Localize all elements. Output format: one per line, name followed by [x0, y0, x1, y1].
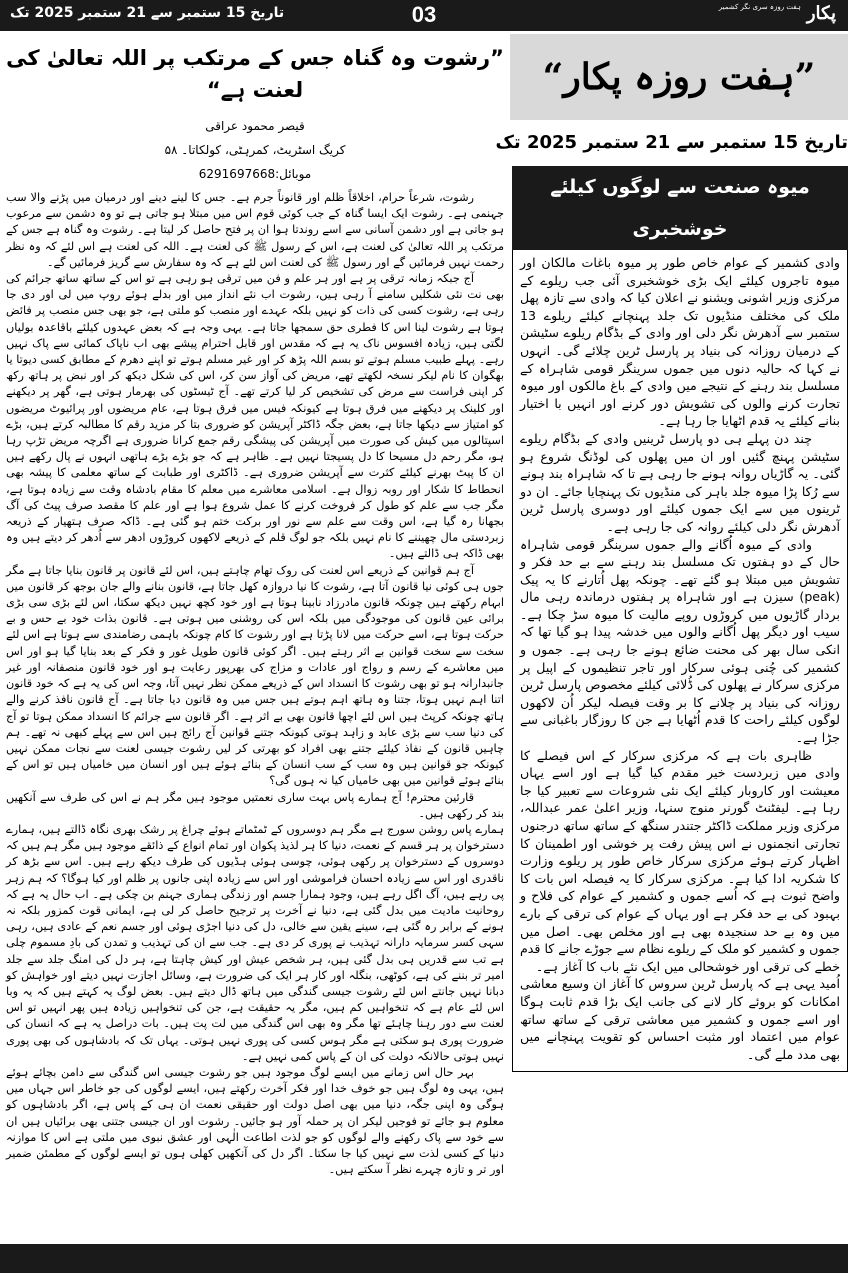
- article-paragraph: آج ہم قوانین کے ذریعے اس لعنت کی روک تھام چاہتے ہیں، اس لئے قانون پر قانون بنایا جاتا ہے مگر جوں ہی کوئی نیا قانون آتا ہے، رشوت کا نیا دروازہ کھل جاتا ہے، قانون بنانے والے جان بوجھ کر قانون میں ابہام رکھتے ہیں چونکہ قانون مادرزاد نابینا ہوتا ہے اور خود کچھ نہیں دیکھ سکتا، اس لئے بڑی سی بڑی برائی عین قانون کی موجودگی میں بلکہ اس کی روشنی میں ہوتی ہے۔ قانون بذات خود بے حس و بے حرکت ہوتا ہے، اسے حرکت میں لانا پڑتا ہے اور رشوت کا کام چونکہ باہمی رضامندی سے ہوتا ہے اس لئے سخت سے سخت قوانین بے اثر رہتے ہیں۔ اگر کوئی قانون طویل غور و فکر کے بعد بنایا گیا ہو اور اس میں معاشرے کے رسم و رواج اور عادات و مزاج کی بھرپور رعایت ہو اور خود قانون منصفانہ اور غیر جانبدارانہ ہو تو بھی رشوت کا انسداد اس کے ذریعے ممکن نظر نہیں آتا، وجہ اس کی یہ ہے کہ خود قانون اتنا اہم نہیں ہوتا، جتنا وہ ہاتھ اہم ہوتے ہیں جس میں وہ قانون دیا جاتا ہے۔ آج قانون نافذ کرنے والے ہاتھ چونکہ کرپٹ ہیں اس لئے اچھا قانون بھی بے اثر ہے۔ اگر قانون سے جرائم کا انسداد ممکن ہوتا تو آج کی دنیا سب سے بڑی عابد و زاہد ہوتی کیونکہ جتنے قوانین آج رائج ہیں اس سے پہلے کبھی نہ تھے۔ ہم چاہیں قانون کے نفاذ کیلئے جتنے بھی افراد کو بھرتی کر لیں رشوت جیسی لعنت سے نجات ممکن نہیں کیونکہ جو قوانین ہیں وہ سب کے سب انسان کے بنائے ہوئے ہیں اور انسان میں خامیاں ہیں تو اس کے بنائے ہوئے قوانین میں بھی خامیاں کیا نہ ہوں گی؟: [6, 563, 504, 788]
- article-paragraph: قارئین محترم! آج ہمارے پاس بہت ساری نعمتیں موجود ہیں مگر ہم نے اس کی طرف سے آنکھیں بند کر رکھی ہیں۔: [6, 790, 504, 820]
- sidebar-column: [495, 34, 848, 1244]
- logo-subtitle: ہفت روزہ سری نگر کشمیر: [718, 3, 801, 11]
- news-paragraph: اُمید یہی ہے کہ پارسل ٹرین سروس کا آغاز ان وسیع معاشی امکانات کو بروئے کار لانے کی جانب ایک بڑا قدم ثابت ہوگا اور اسے جموں و کشمیر میں معاشی ترقی کے ساتھ ساتھ عوام میں اعتماد اور مثبت احساس کو تقویت پہنچانے میں بھی مدد ملے گی۔: [520, 976, 840, 1062]
- page-footer-bar: [0, 1244, 848, 1273]
- main-article: [6, 34, 504, 1244]
- newspaper-logo: [719, 3, 836, 24]
- masthead: ”ہفت روزہ پکار“: [510, 34, 848, 120]
- header-date: تاریخ 15 ستمبر سے 21 ستمبر 2025 تک: [10, 5, 285, 21]
- news-paragraph: ظاہری بات ہے کہ مرکزی سرکار کے اس فیصلے کا وادی میں زبردست خیر مقدم کیا گیا ہے اور اسے یہاں معیشت اور کاروبار کیلئے ایک نئی شروعات سے تعبیر کیا جا رہا ہے۔ لیفٹنٹ گورنر منوج سنہا، وزیر اعلیٰ عمر عبداللہ، مرکزی وزیر مملکت ڈاکٹر جتندر سنگھ کے ساتھ ساتھ درجنوں تجارتی انجمنوں نے اس پیش رفت پر خوشی اور اطمینان کا اظہار کرتے ہوئے مرکزی سرکار خاص طور پر ریلوے وزارت کا شکریہ ادا کیا ہے۔ مرکزی سرکار کا یہ فیصلہ اس بات کا واضح ثبوت ہے کہ اُسے جموں و کشمیر کے عوام کی فلاح و بہبود کی بے حد فکر ہے اور یہاں کے عوام کی ترقی کے بارے میں وہ بے حد سنجیدہ بھی ہے اور مخلص بھی۔ اصل میں جموں و کشمیر کو ملک کے ریلوے نظام سے جوڑے جانے کا قدم خطے کی ترقی اور خوشحالی میں ایک نئے باب کا آغاز ہے۔: [520, 747, 840, 974]
- article-paragraph: رشوت، شرعاً حرام، اخلاقاً ظلم اور قانوناً جرم ہے۔ جس کا لینے دینے اور درمیان میں پڑنے والا سب جہنمی ہے۔ رشوت ایک ایسا گناہ کے جب کوئی قوم اس میں مبتلا ہو جاتی ہے تو وہ دشمن سے مرعوب ہو جاتی ہے اور دشمن آسانی سے اسے روندتا ہوا ان پر فتح حاصل کر لیتا ہے۔ رشوت وہ گناہ ہے جس کے مرتکب پر اللہ تعالیٰ کی لعنت ہے، اس کے رسول ﷺ کی لعنت ہے۔ اللہ کی لعنت ہے اس لئے کہ وہ نظر رحمت نہیں فرمائیں گے اور رسول ﷺ کی لعنت اس لئے ہے کہ وہ سفارش سے گریز فرمائیں گے۔: [6, 191, 504, 269]
- author-address: کریگ اسٹریٹ، کمرہٹی، کولکاتا۔ ۵۸: [164, 143, 346, 157]
- article-paragraph: ہمارے پاس روشن سورج ہے مگر ہم دوسروں کے ٹمٹماتے ہوئے چراغ پر رشک بھری نگاہ ڈالتے ہیں، ہمارے دسترخوان پر ہر قسم کے نعمت، دنیا کا ہر لذیذ پکوان اور تمام انواع کے ذائقے موجود ہیں مگر ہم ہیں کہ دوسروں کے دسترخوان پر رکھی ہوئی، چوسی ہوئی ہڈیوں کی طرف دیکھ رہے ہیں۔ اس سے بڑھ کر ناقدری اور اس سے زیادہ احسان فراموشی اور اس سے زیادہ اپنی جانوں پر ظلم اور کیا ہوگا؟ کہ ہم زہر پی رہے ہیں، آگ اگل رہے ہیں، وجود ہمارا جسم اور زندگی ہماری جہنم بن چکی ہے۔ اب حال یہ ہے کہ روحانیت مادیت میں بدل گئی ہے، دنیا نے آخرت پر ترجیح حاصل کر لی ہے، ایمانی قوت کمزور بلکہ نہ ہونے کے برابر رہ گئی ہے، سینے یقین سے خالی، دل کی دنیا اجڑی ہوئی اور جسم نعم کے عادی ہیں، رہی سہی کسر سرمایہ دارانہ تہذیب نے پوری کر دی ہے۔ جب سے ان کی تہذیب و تمدن کی بادِ مسموم چلی ہے تب سے قدریں ہی بدل گئی ہیں، ہر شخص عیش اور کیش چاہتا ہے، ہر دل کی امنگ جلد سے جلد امیر تر بننے کی ہے، کوٹھی، بنگلہ اور کار ہر ایک کی ضرورت ہے، وسائل اجازت نہیں دیتے اور خواہش کو دبانا نہیں جانتے اس لئے رشوت جیسی گندگی میں ہاتھ ڈال دیتے ہیں۔ بعض لوگ یہ کہتے ہیں کہ یہ وبا اس لئے عام ہے کہ تنخواہیں کم ہیں، مگر یہ حقیقت ہے، جن کی تنخواہیں زیادہ ہیں پھر انہیں تو اس لعنت سے دور رہنا چاہئے تھا مگر وہ بھی اس گندگی میں لت پت ہیں۔ بات دراصل یہ ہے کہ انسان کی ضرورت پوری ہو سکتی ہے مگر ہوس کسی کی پوری نہیں ہوتی۔ یہاں تک کہ بادشاہوں کی بھی پوری نہیں ہوتی حالانکہ دولت کی ان کے پاس کمی نہیں ہے۔: [6, 822, 504, 1063]
- article-byline: [6, 114, 504, 186]
- news-paragraph: وادی کشمیر کے عوام خاص طور پر میوہ باغات مالکان اور میوہ تاجروں کیلئے ایک بڑی خوشخبری آئی جب ریلوے کے مرکزی وزیر اشونی ویشنو نے اعلان کیا کہ وادی سے تازہ پھل ملک کی مختلف منڈیوں تک جلد پہنچانے کیلئے ریلوے 13 ستمبر سے آدھرش نگر دلی اور وادی کے بڈگام ریلوے سٹیشن کے درمیان روزانہ کی بنیاد پر پارسل ٹرین چلائے گی۔ انہوں نے کہا کہ حالیہ دنوں میں جموں سرینگر قومی شاہراہ کے مسلسل بند رہنے کے نتیجے میں وادی کے باغ مالکوں اور میوہ تجارت کرنے والوں کی تشویش دور کرنے اور انہیں با اختیار بنانے کیلئے یہ قدم اٹھایا جا رہا ہے۔: [520, 255, 840, 429]
- news-body: [512, 250, 848, 1072]
- logo-text: پکار: [806, 3, 836, 24]
- article-paragraph: آج جبکہ زمانہ ترقی پر ہے اور ہر علم و فن میں ترقی ہو رہی ہے تو اس کے ساتھ ساتھ جرائم کی بھی نت نئی شکلیں سامنے آ رہی ہیں، رشوت اب نئے انداز میں اور بدلے ہوئے روپ میں لی اور دی جا رہی ہے، رشوت کسی کی ذات کو نہیں بلکہ عہدے اور منصب کو ملتی ہے، جو بھی جس منصب پر فائض ہوتا ہے رشوت لینا اس کا فطری حق سمجھا جاتا ہے۔ یہی وجہ ہے کہ بعض عہدوں کیلئے باقاعدہ بولیاں لگتی ہیں، زیادہ افسوس ناک یہ ہے کہ مقدس اور قابل احترام پیشے بھی اب ناپاک کمائی سے پاک نہیں رہے۔ پہلے طبیب مسلم ہوتے تو بسم اللہ پڑھ کر اور غیر مسلم ہوتے تو اپنے دھرم کے مطابق کسی دیوتا یا بھگوان کا نام لیکر نسخہ لکھتے تھے، مریض کی آواز سن کر، اس کی شکل دیکھ کر اور نبض پر ہاتھ رکھ کر اپنی فراست سے مرض کی تشخیص کر لیا کرتے تھے۔ آج ٹیسٹوں کی بھرمار ہوتی ہے، گھر پر دیکھنے اور کلینک پر دیکھنے میں فرق ہوتا ہے کیونکہ فیس میں فرق ہوتا ہے، عام مریضوں اور پرائیوٹ مریضوں کو امتیاز سے دیکھا جاتا ہے، بعض جگہ ڈاکٹر آپریشن کو ضروری بتا کر مزید رقم کا مطالبہ کرتے ہیں، بڑے اسپتالوں میں کیش کی صورت میں آپریشن کی پیشگی رقم جمع کرانا ضروری ہے اگرچہ مریض تڑپ رہا ہو، مگر رحم دل مسیحا کا دل پسیجتا نہیں ہے۔ ظاہر ہے کہ جو بڑے بڑے ہاتھی انہوں نے پال رکھے ہیں ان کا پیٹ بھرنے کیلئے کثرت سے آپریشن ضروری ہے۔ ڈاکٹری اور طبابت کے ساتھ معلمی کا پیشہ بھی انحطاط کا شکار اور روبہ زوال ہے۔ اسلامی معاشرے میں معلم کا مقام بادشاہ وقت سے زیادہ ہوتا ہے، مگر جب سے علم کو طول کر فروخت کرنے کا عمل شروع ہوا ہے اور علم کا مقصد صرف پیٹ کی آگ بجھانا رہ گیا ہے، اس وقت سے علم سے نور اور برکت ختم ہو گئی ہے۔ ڈاکہ صرف ہتھیار کے ذریعہ زبردستی مال چھیننے کا نام نہیں بلکہ جو لوگ قلم کے ذریعے لاکھوں کروڑوں ادھر سے اُدھر کر دیتے ہیں وہ بھی ڈاکہ ہی ڈالتے ہیں۔: [6, 272, 504, 561]
- news-paragraph: وادی کے میوہ اُگانے والے جموں سرینگر قومی شاہراہ حال کے دو ہفتوں تک مسلسل بند رہنے سے بے حد فکر و تشویش میں مبتلا ہو گئے تھے۔ چونکہ پھل اُتارنے کا یہ پیک (peak) سیزن ہے اور شاہراہ پر ہفتوں درماندہ رہی مال بردار گاڑیوں میں کروڑوں روپے مالیت کا میوہ سڑ چکا ہے۔ سیب اور دیگر پھل اُگانے والوں میں خدشہ پیدا ہو گیا تھا کہ انکی سال بھر کی محنت ضائع ہونے جا رہی ہے۔ جموں و کشمیر کی چُنی ہوئی سرکار اور تاجر تنظیموں کے اپیل پر مرکزی سرکار نے پھلوں کی ڈُلائی کیلئے مخصوص پارسل ٹرین روزانہ کی بنیاد پر چلانے کا بر وقت فیصلہ لیکر اُن لاکھوں لوگوں کیلئے راحت کا قدم اُٹھایا ہے جن کا روزگار باغبانی سے جڑا ہے۔: [520, 536, 840, 746]
- page-number: 03: [411, 2, 437, 27]
- article-headline: ”رشوت وہ گناہ جس کے مرتکب پر اللہ تعالیٰ کی لعنت ہے“: [6, 46, 504, 102]
- news-paragraph: چند دن پہلے ہی دو پارسل ٹرینیں وادی کے بڈگام ریلوے سٹیشن پہنچ گئیں اور ان میں پھلوں کی لوڈنگ شروع ہو گئی۔ یہ گاڑیاں روانہ ہونے جا رہی ہے تا کہ شاہراہ بند ہونے سے رُکا پڑا میوہ جلد باہر کی منڈیوں تک پہنچایا جائے۔ ان دو ٹرینوں میں سے ایک جموں کیلئے اور دوسری پارسل ٹرین آدھرش نگر دلی کیلئے روانہ کی جا رہی ہے۔: [520, 430, 840, 534]
- page-header-bar: [0, 0, 848, 31]
- news-headline: میوہ صنعت سے لوگوں کیلئے خوشخبری: [512, 166, 848, 250]
- author-name: قیصر محمود عراقی: [205, 119, 305, 133]
- author-mobile: موبائل:6291697668: [198, 167, 312, 181]
- masthead-date: تاریخ 15 ستمبر سے 21 ستمبر 2025 تک: [495, 132, 848, 153]
- article-body: [6, 190, 504, 1184]
- page-content: [0, 31, 848, 1244]
- article-paragraph: بہر حال اس زمانے میں ایسے لوگ موجود ہیں جو رشوت جیسی اس گندگی سے دامن بچائے ہوئے ہیں، یہی وہ لوگ ہیں جو خوف خدا اور فکر آخرت رکھتے ہیں، ایسے لوگوں کی جو خاطر اس جہاں میں ہوگی وہ اپنی جگہ، دنیا میں بھی اصل دولت اور حقیقی نعمت ان ہی کے پاس ہے، اگر بادشاہوں کو معلوم ہو جائے تو فوجیں لیکر ان پر حملہ آور ہو جائیں۔ رشوت اور ان جیسی جتنی بھی برائیاں ہیں ان سے خود سے پاک رکھنے والے لوگوں کو جو لذت اطاعت الٰہی اور عشق نبوی میں ملتی ہے اس کا موازنہ دنیا کے کسی لذت سے نہیں کیا جا سکتا۔ اگر دل کی آنکھیں کھلی ہوں تو ایسے لوگوں کے مطمئن ضمیر اور تر و تازہ چہرے نظر آ سکتے ہیں۔: [6, 1065, 504, 1177]
